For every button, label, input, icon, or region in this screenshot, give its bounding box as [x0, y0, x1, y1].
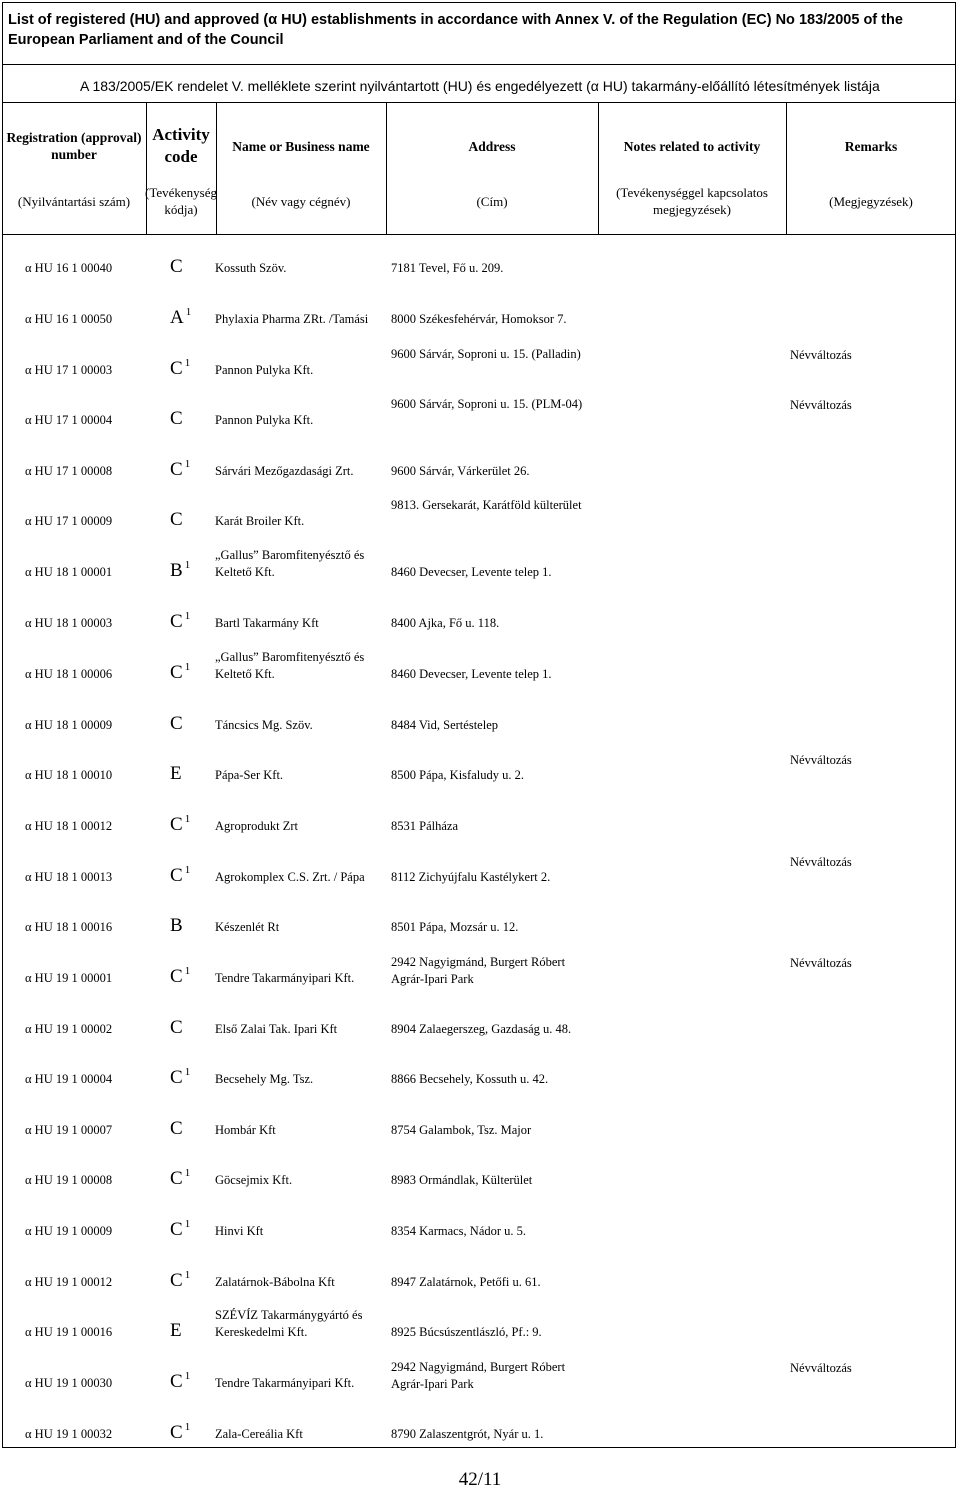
registration-number: α HU 16 1 00040 — [25, 261, 113, 275]
business-name: „Gallus” Baromfitenyésztő és Keltető Kft. — [215, 650, 365, 681]
activity-code-superscript: 1 — [184, 965, 191, 977]
business-name: Első Zalai Tak. Ipari Kft — [215, 1022, 338, 1036]
header-activity: Activity code — [152, 125, 210, 166]
activity-code-letter: C — [170, 814, 183, 835]
activity-code-letter: B — [170, 560, 183, 581]
registration-number: α HU 18 1 00013 — [25, 870, 113, 884]
activity-code-letter: C — [170, 509, 183, 530]
activity-code-letter: C — [170, 865, 183, 886]
activity-code-superscript: 1 — [184, 1421, 191, 1433]
registration-number: α HU 19 1 00008 — [25, 1173, 113, 1187]
activity-code-letter: C — [170, 611, 183, 632]
activity-code — [170, 560, 190, 584]
activity-code-letter: C — [170, 662, 183, 683]
activity-code-superscript: 1 — [184, 813, 191, 825]
activity-code-letter: C — [170, 1422, 183, 1443]
registration-number: α HU 18 1 00009 — [25, 718, 113, 732]
business-name: Zalatárnok-Bábolna Kft — [215, 1275, 335, 1289]
business-name: Készenlét Rt — [215, 920, 280, 934]
activity-code-letter: C — [170, 1118, 183, 1139]
address: 8947 Zalatárnok, Petőfi u. 61. — [391, 1275, 541, 1289]
activity-code-superscript: 1 — [184, 610, 191, 622]
activity-code — [170, 1422, 190, 1446]
address: 8983 Ormándlak, Külterület — [391, 1173, 533, 1187]
registration-number: α HU 18 1 00006 — [25, 667, 113, 681]
remarks: Névváltozás — [790, 753, 852, 767]
activity-code — [170, 307, 191, 331]
business-name: Hombár Kft — [215, 1123, 276, 1137]
header-name: Name or Business name — [232, 138, 370, 154]
business-name: Pannon Pulyka Kft. — [215, 413, 314, 427]
business-name: SZÉVÍZ Takarmánygyártó és Kereskedelmi Kft. — [215, 1308, 363, 1339]
registration-number: α HU 19 1 00032 — [25, 1427, 113, 1441]
activity-code — [170, 1320, 182, 1342]
header-notes: Notes related to activity — [623, 138, 761, 154]
activity-code-superscript: 1 — [184, 1370, 191, 1382]
business-name: Agroprodukt Zrt — [215, 819, 298, 833]
registration-number: α HU 18 1 00010 — [25, 768, 113, 782]
activity-code-letter: C — [170, 256, 183, 277]
business-name: Sárvári Mezőgazdasági Zrt. — [215, 464, 354, 478]
activity-code — [170, 865, 190, 889]
activity-code — [170, 509, 183, 531]
business-name: Kossuth Szöv. — [215, 261, 287, 275]
activity-code-superscript: 1 — [184, 458, 191, 470]
activity-code-superscript: 1 — [184, 864, 191, 876]
address: 8790 Zalaszentgrót, Nyár u. 1. — [391, 1427, 544, 1441]
activity-code — [170, 256, 183, 278]
activity-code-superscript: 1 — [184, 357, 191, 369]
address: 8531 Pálháza — [391, 819, 458, 833]
address: 8000 Székesfehérvár, Homoksor 7. — [391, 312, 567, 326]
address: 8112 Zichyújfalu Kastélykert 2. — [391, 870, 551, 884]
header-address-hu: (Cím) — [476, 193, 508, 209]
activity-code-letter: C — [170, 713, 183, 734]
activity-code-superscript: 1 — [184, 1218, 191, 1230]
registration-number: α HU 19 1 00009 — [25, 1224, 113, 1238]
activity-code — [170, 966, 190, 990]
registration-number: α HU 18 1 00016 — [25, 920, 113, 934]
address: 8484 Vid, Sertéstelep — [391, 718, 498, 732]
header-registration-hu: (Nyilvántartási szám) — [17, 193, 131, 209]
activity-code-letter: B — [170, 915, 183, 936]
business-name: Agrokomplex C.S. Zrt. / Pápa — [215, 870, 365, 884]
activity-code-letter: C — [170, 1371, 183, 1392]
registration-number: α HU 19 1 00001 — [25, 971, 113, 985]
header-address: Address — [468, 138, 516, 154]
address: 8400 Ajka, Fő u. 118. — [391, 616, 500, 630]
business-name: Tendre Takarmányipari Kft. — [215, 971, 355, 985]
activity-code — [170, 1219, 190, 1243]
header-registration: Registration (approval) number — [6, 130, 142, 162]
business-name: Göcsejmix Kft. — [215, 1173, 293, 1187]
activity-code — [170, 915, 183, 937]
header-remarks: Remarks — [844, 138, 898, 154]
address: 9600 Sárvár, Soproni u. 15. (PLM-04) — [391, 397, 583, 411]
business-name: Hinvi Kft — [215, 1224, 264, 1238]
address: 8354 Karmacs, Nádor u. 5. — [391, 1224, 527, 1238]
activity-code-letter: A — [170, 307, 184, 328]
activity-code — [170, 611, 190, 635]
activity-code-superscript: 1 — [185, 306, 192, 318]
activity-code-letter: E — [170, 1320, 182, 1341]
activity-code — [170, 814, 190, 838]
registration-number: α HU 19 1 00016 — [25, 1325, 113, 1339]
header-remarks-hu: (Megjegyzések) — [829, 193, 913, 209]
address: 9600 Sárvár, Várkerület 26. — [391, 464, 530, 478]
activity-code-letter: C — [170, 1168, 183, 1189]
registration-number: α HU 18 1 00003 — [25, 616, 113, 630]
header-name-hu: (Név vagy cégnév) — [251, 193, 351, 209]
activity-code-letter: C — [170, 1219, 183, 1240]
address: 8866 Becsehely, Kossuth u. 42. — [391, 1072, 549, 1086]
address: 9600 Sárvár, Soproni u. 15. (Palladin) — [391, 347, 581, 361]
remarks: Névváltozás — [790, 855, 852, 869]
activity-code-letter: C — [170, 1067, 183, 1088]
activity-code-superscript: 1 — [184, 1066, 191, 1078]
activity-code-letter: C — [170, 459, 183, 480]
business-name: Becsehely Mg. Tsz. — [215, 1072, 314, 1086]
registration-number: α HU 18 1 00012 — [25, 819, 113, 833]
remarks: Névváltozás — [790, 348, 852, 362]
address: 8500 Pápa, Kisfaludy u. 2. — [391, 768, 524, 782]
address: 2942 Nagyigmánd, Burgert Róbert Agrár-Ipari Park — [391, 1360, 566, 1391]
business-name: Phylaxia Pharma ZRt. /Tamási — [215, 312, 369, 326]
title-english: List of registered (HU) and approved (α HU) establishments in accordance with Annex V. of the Regulation (EC) No 183/2005 of the European Parliament and of the Council — [8, 12, 903, 48]
activity-code — [170, 1168, 190, 1192]
rule-header-bottom — [2, 234, 956, 235]
activity-code-superscript: 1 — [184, 1269, 191, 1281]
activity-code-letter: C — [170, 408, 183, 429]
registration-number: α HU 19 1 00030 — [25, 1376, 113, 1390]
registration-number: α HU 17 1 00008 — [25, 464, 113, 478]
registration-number: α HU 19 1 00012 — [25, 1275, 113, 1289]
business-name: Táncsics Mg. Szöv. — [215, 718, 313, 732]
activity-code-letter: C — [170, 358, 183, 379]
registration-number: α HU 17 1 00003 — [25, 363, 113, 377]
activity-code — [170, 1017, 183, 1039]
registration-number: α HU 17 1 00009 — [25, 514, 113, 528]
activity-code — [170, 662, 190, 686]
business-name: Tendre Takarmányipari Kft. — [215, 1376, 355, 1390]
business-name: Bartl Takarmány Kft — [215, 616, 319, 630]
address: 8501 Pápa, Mozsár u. 12. — [391, 920, 519, 934]
registration-number: α HU 19 1 00002 — [25, 1022, 113, 1036]
header-notes-hu: (Tevékenységgel kapcsolatos megjegyzések) — [616, 185, 768, 217]
registration-number: α HU 18 1 00001 — [25, 565, 113, 579]
activity-code — [170, 1270, 190, 1294]
activity-code-letter: C — [170, 1017, 183, 1038]
activity-code-letter: C — [170, 966, 183, 987]
activity-code — [170, 713, 183, 735]
address: 8460 Devecser, Levente telep 1. — [391, 667, 552, 681]
registration-number: α HU 19 1 00004 — [25, 1072, 113, 1086]
remarks: Névváltozás — [790, 956, 852, 970]
activity-code-letter: C — [170, 1270, 183, 1291]
business-name: Zala-Cereália Kft — [215, 1427, 303, 1441]
business-name: Karát Broiler Kft. — [215, 514, 305, 528]
business-name: „Gallus” Baromfitenyésztő és Keltető Kft. — [215, 548, 365, 579]
address: 8460 Devecser, Levente telep 1. — [391, 565, 552, 579]
page-number: 42/11 — [458, 1469, 502, 1490]
activity-code — [170, 763, 182, 785]
activity-code — [170, 408, 183, 430]
activity-code — [170, 1067, 190, 1091]
rule-title — [2, 64, 956, 65]
activity-code — [170, 1371, 190, 1395]
header-activity-hu: (Tevékenység kódja) — [145, 185, 218, 217]
address: 7181 Tevel, Fő u. 209. — [391, 261, 504, 275]
registration-number: α HU 19 1 00007 — [25, 1123, 113, 1137]
registration-number: α HU 16 1 00050 — [25, 312, 113, 326]
activity-code — [170, 358, 190, 382]
address: 8925 Búcsúszentlászló, Pf.: 9. — [391, 1325, 542, 1339]
address: 9813. Gersekarát, Karátföld külterület — [391, 498, 582, 512]
remarks: Névváltozás — [790, 398, 852, 412]
registration-number: α HU 17 1 00004 — [25, 413, 113, 427]
activity-code — [170, 1118, 183, 1140]
title-hungarian: A 183/2005/EK rendelet V. melléklete szerint nyilvántartott (HU) és engedélyezett (α HU) takarmány-előállító létesítmények listája — [80, 78, 880, 94]
activity-code-superscript: 1 — [184, 1167, 191, 1179]
business-name: Pannon Pulyka Kft. — [215, 363, 314, 377]
activity-code-superscript: 1 — [184, 559, 191, 571]
activity-code-superscript: 1 — [184, 661, 191, 673]
activity-code-letter: E — [170, 763, 182, 784]
remarks: Névváltozás — [790, 1361, 852, 1375]
address: 8754 Galambok, Tsz. Major — [391, 1123, 532, 1137]
address: 2942 Nagyigmánd, Burgert Róbert Agrár-Ipari Park — [391, 955, 566, 986]
business-name: Pápa-Ser Kft. — [215, 768, 284, 782]
address: 8904 Zalaegerszeg, Gazdaság u. 48. — [391, 1022, 572, 1036]
activity-code — [170, 459, 190, 483]
